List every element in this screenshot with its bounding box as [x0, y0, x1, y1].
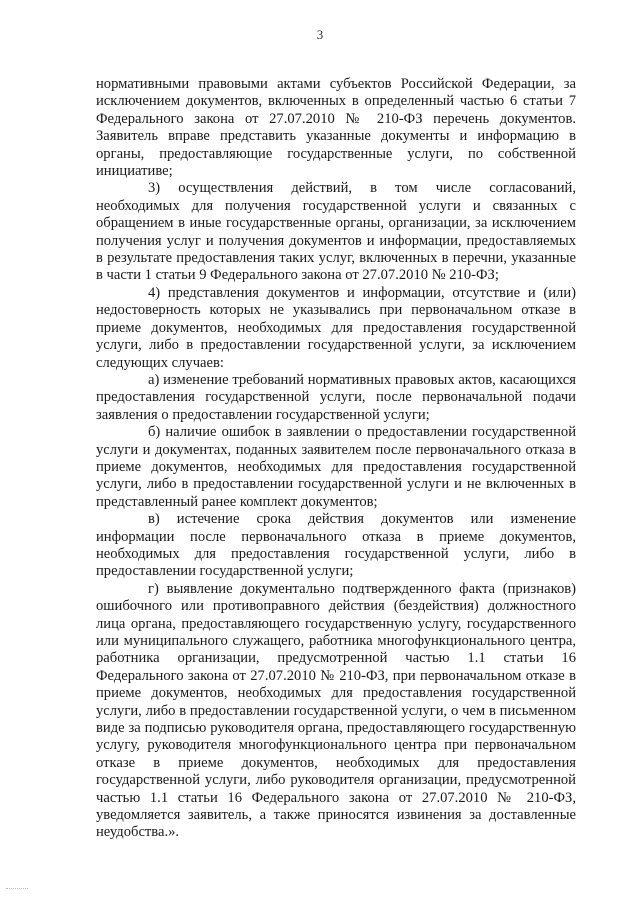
paragraph-subitem-v: в) истечение срока действия документов или изменение информации после первоначального отказа в приеме документов, необходимых для предоставления государственной услуги, либо в предоставлении государственной услуги; — [96, 511, 576, 580]
paragraph-item-4: 4) представления документов и информации, отсутствие и (или) недостоверность которых не указывались при первоначальном отказе в приеме документов, необходимых для предоставления государственной услуги, либо в предоставлении государственной услуги, за исключением следующих случаев: — [96, 284, 576, 371]
paragraph-subitem-a: а) изменение требований нормативных правовых актов, касающихся предоставления государственной услуги, после первоначальной подачи заявления о предоставлении государственной услуги; — [96, 371, 576, 423]
paragraph-subitem-g: г) выявление документально подтвержденного факта (признаков) ошибочного или противоправного действия (бездействия) должностного лица органа, предоставляющего государственную услугу, государственного или муниципального служащего, работника многофункционального центра, работника организации, предусмотренной частью 1.1 статьи 16 Федерального закона от 27.07.2010 № 210-ФЗ, при первоначальном отказе в приеме документов, необходимых для предоставления государственной услуги, либо в предоставлении государственной услуги, о чем в письменном виде за подписью руководителя органа, предоставляющего государственную услугу, руководителя многофункционального центра при первоначальном отказе в приеме документов, необходимых для предоставления государственной услуги, либо руководителя организации, предусмотренной частью 1.1 статьи 16 Федерального закона от 27.07.2010 № 210-ФЗ, уведомляется заявитель, а также приносятся извинения за доставленные неудобства.». — [96, 580, 576, 841]
paragraph-subitem-b: б) наличие ошибок в заявлении о предоставлении государственной услуги и документах, поданных заявителем после первоначального отказа в приеме документов, необходимых для предоставления государственной услуги, либо в предоставлении государственной услуги и не включенных в представленный ранее комплект документов; — [96, 424, 576, 510]
page-number: 3 — [316, 27, 324, 42]
paragraph-continuation: нормативными правовыми актами субъектов Российской Федерации, за исключением документов, включенных в определенный частью 6 статьи 7 Федерального закона от 27.07.2010 № 210-ФЗ перечень документов. Заявитель вправе представить указанные документы и информацию в органы, предоставляющие государственные услуги, по собственной инициативе; — [96, 76, 576, 180]
document-body — [96, 76, 576, 842]
scan-artifact — [6, 888, 28, 891]
paragraph-item-3: 3) осуществления действий, в том числе согласований, необходимых для получения государственной услуги и связанных с обращением в иные государственные органы, организации, за исключением получения услуг и получения документов и информации, предоставляемых в результате предоставления таких услуг, включенных в перечни, указанные в части 1 статьи 9 Федерального закона от 27.07.2010 № 210-ФЗ; — [96, 180, 576, 284]
